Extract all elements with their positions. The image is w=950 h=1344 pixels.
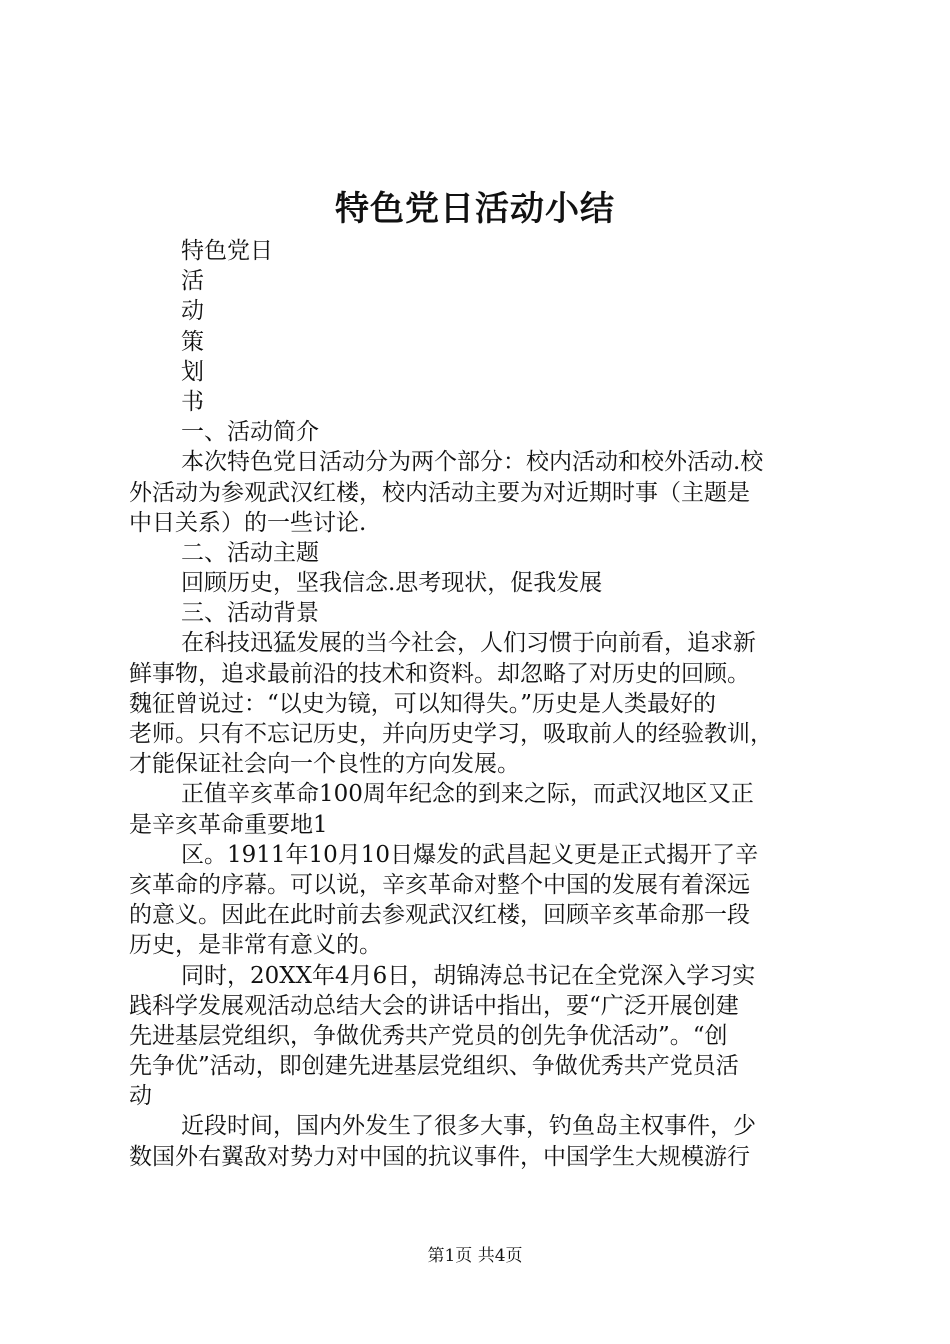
body-line: 特色党日 (181, 238, 273, 264)
page-footer: 第1页 共4页 (427, 1246, 523, 1266)
body-line: 老师。只有不忘记历史，并向历史学习，吸取前人的经验教训， (129, 721, 773, 747)
body-line: 才能保证社会向一个良性的方向发展。 (129, 751, 520, 778)
body-line: 活 (181, 268, 204, 295)
body-line: 历史，是非常有意义的。 (129, 932, 382, 959)
body-line: 在科技迅猛发展的当今社会，人们习惯于向前看，追求新 (181, 630, 756, 657)
body-line: 外活动为参观武汉红楼，校内活动主要为对近期时事（主题是 (129, 479, 750, 506)
body-line: 同时，20XX年4月6日，胡锦涛总书记在全党深入学习实 (181, 962, 756, 989)
body-line: 本次特色党日活动分为两个部分：校内活动和校外活动.校 (181, 449, 764, 476)
document-title: 特色党日活动小结 (335, 189, 615, 229)
body-line: 策 (181, 328, 204, 355)
body-line: 亥革命的序幕。可以说，辛亥革命对整个中国的发展有着深远 (129, 871, 750, 898)
body-line: 回顾历史，坚我信念.思考现状，促我发展 (181, 570, 603, 597)
body-line: 中日关系）的一些讨论. (129, 509, 367, 536)
body-line: 魏征曾说过：“以史为镜，可以知得失。”历史是人类最好的 (129, 690, 717, 717)
document-body (129, 236, 834, 1172)
body-line: 鲜事物，追求最前沿的技术和资料。却忽略了对历史的回顾。 (129, 660, 750, 687)
body-line: 的意义。因此在此时前去参观武汉红楼，回顾辛亥革命那一段 (129, 902, 750, 929)
body-line: 动 (181, 298, 204, 325)
body-line: 二、活动主题 (181, 539, 319, 566)
body-line: 是辛亥革命重要地1 (129, 811, 328, 838)
body-line: 先进基层党组织，争做优秀共产党员的创先争优活动”。“创 (129, 1022, 728, 1049)
body-line: 划 (181, 358, 204, 385)
body-line: 一、活动简介 (181, 419, 319, 446)
body-line: 动 (129, 1083, 152, 1110)
body-line: 数国外右翼敌对势力对中国的抗议事件，中国学生大规模游行 (129, 1143, 750, 1170)
body-line: 先争优”活动，即创建先进基层党组织、争做优秀共产党员活 (129, 1053, 739, 1080)
body-line: 正值辛亥革命100周年纪念的到来之际，而武汉地区又正 (181, 781, 754, 808)
body-line: 近段时间，国内外发生了很多大事，钓鱼岛主权事件，少 (181, 1113, 756, 1140)
body-line: 书 (181, 388, 204, 415)
body-line: 三、活动背景 (181, 600, 319, 627)
body-line: 区。1911年10月10日爆发的武昌起义更是正式揭开了辛 (181, 841, 759, 868)
body-line: 践科学发展观活动总结大会的讲话中指出，要“广泛开展创建 (129, 992, 739, 1019)
